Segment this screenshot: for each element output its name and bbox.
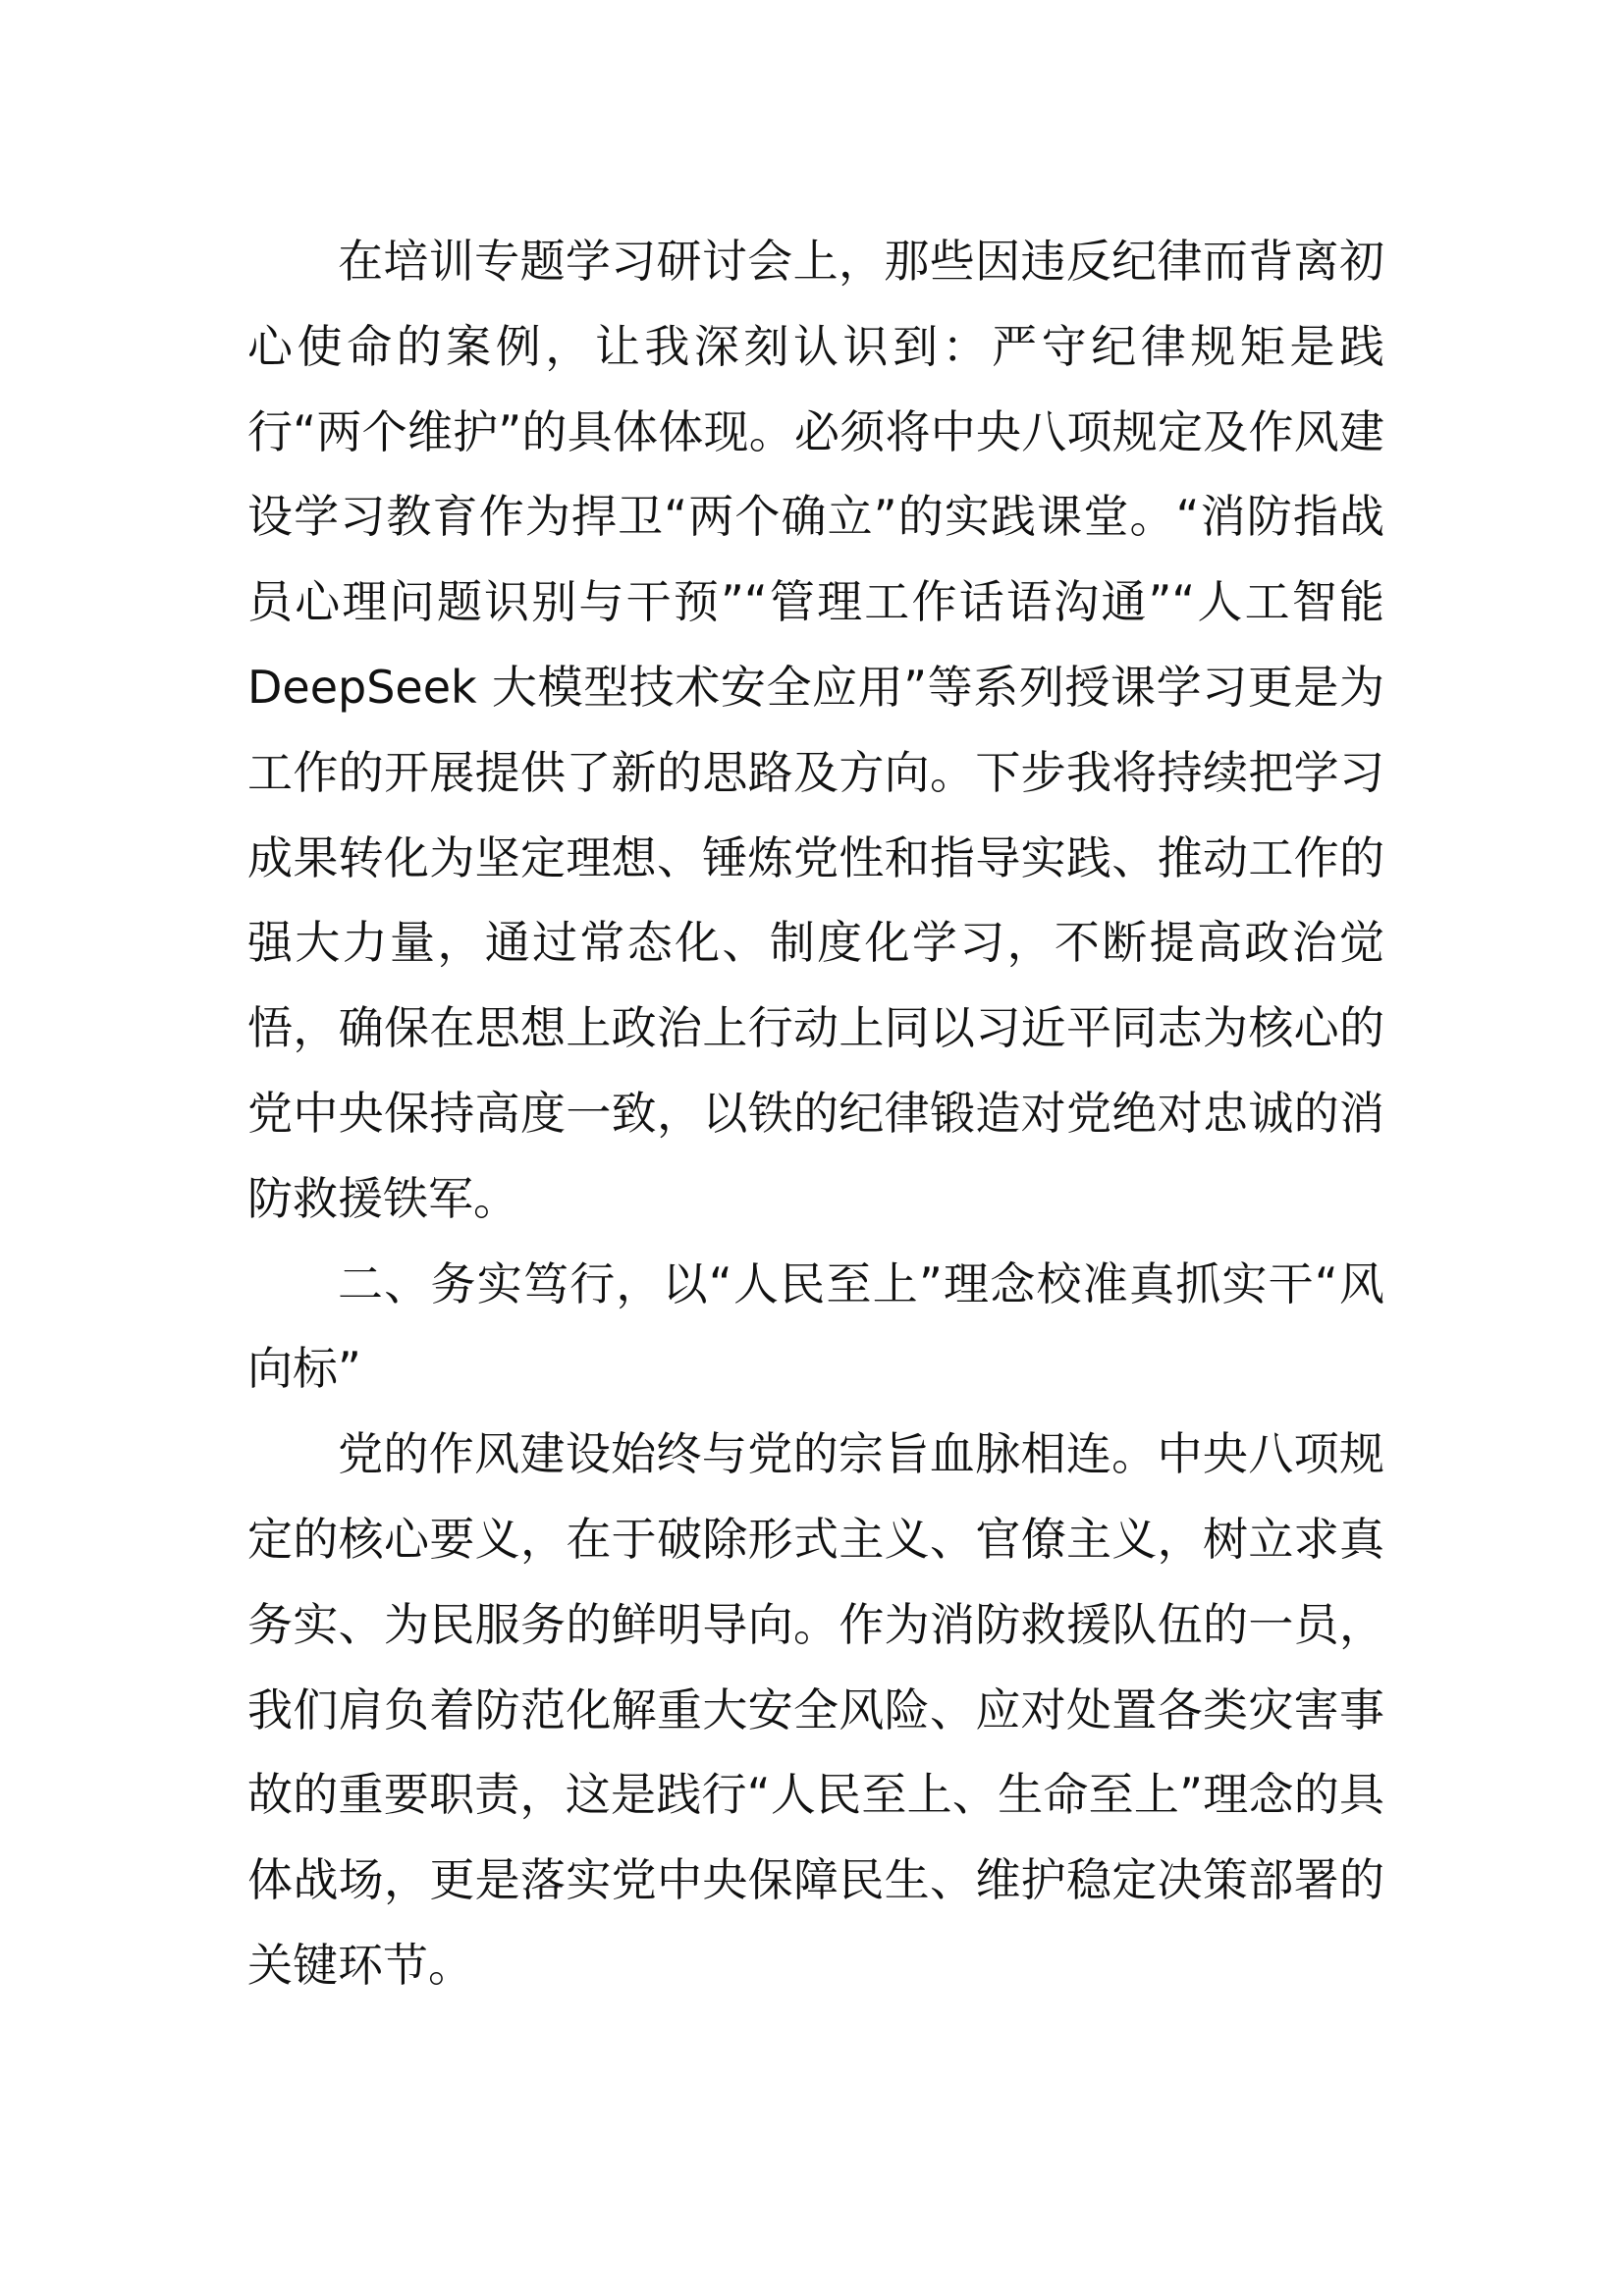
document-body [247, 219, 1384, 2008]
paragraph-discipline-study: 在培训专题学习研讨会上，那些因违反纪律而背离初心使命的案例，让我深刻认识到：严守纪律规矩是践行“两个维护”的具体体现。必须将中央八项规定及作风建设学习教育作为捍卫“两个确立”的实践课堂。“消防指战员心理问题识别与干预”“管理工作话语沟通”“人工智能 DeepSeek 大模型技术安全应用”等系列授课学习更是为工作的开展提供了新的思路及方向。下步我将持续把学习成果转化为坚定理想、锤炼党性和指导实践、推动工作的强大力量，通过常态化、制度化学习，不断提高政治觉悟，确保在思想上政治上行动上同以习近平同志为核心的党中央保持高度一致，以铁的纪律锻造对党绝对忠诚的消防救援铁军。 [247, 235, 1384, 1225]
paragraph-work-style: 党的作风建设始终与党的宗旨血脉相连。中央八项规定的核心要义，在于破除形式主义、官僚主义，树立求真务实、为民服务的鲜明导向。作为消防救援队伍的一员，我们肩负着防范化解重大安全风险、应对处置各类灾害事故的重要职责，这是践行“人民至上、生命至上”理念的具体战场，更是落实党中央保障民生、维护稳定决策部署的关键环节。 [247, 1427, 1384, 1992]
section-heading-2: 二、务实笃行，以“人民至上”理念校准真抓实干“风向标” [247, 1256, 1384, 1396]
